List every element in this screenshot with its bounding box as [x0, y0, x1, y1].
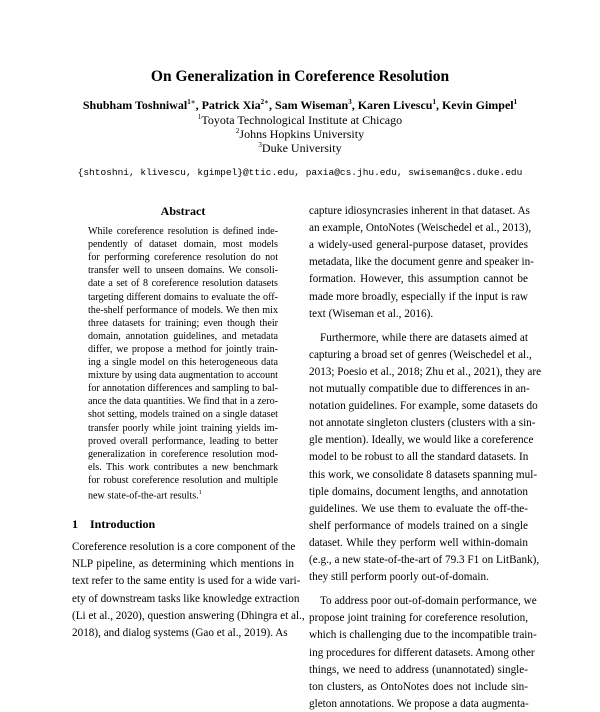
body-line: 2013; Poesio et al., 2018; Zhu et al., 2021), they are: [309, 365, 542, 378]
section-title: Introduction: [90, 517, 156, 531]
body-line: Furthermore, while there are datasets aimed at: [320, 331, 528, 344]
body-line: tiple domains, document lengths, and annotation: [309, 485, 528, 498]
abstract-line: new state-of-the-art results.$^1$: [88, 490, 202, 502]
body-line: notation guidelines. For example, some datasets do: [309, 400, 538, 413]
body-line: NLP pipeline, as determining which mentions in: [72, 558, 294, 571]
author: Karen Livescu$^1$,: [357, 98, 442, 112]
abstract-line: the-shelf performance of models. We then mix: [88, 304, 278, 316]
paper-title: On Generalization in Coreference Resolution: [150, 68, 450, 85]
body-line: gleton annotations. We propose a data augmenta-: [309, 697, 529, 710]
abstract-line: transfer well to unseen domains. We consoli-: [88, 265, 278, 277]
section-number: 1: [72, 517, 78, 531]
abstract-line: for annotation differences and sampling to bal-: [88, 383, 278, 395]
body-line: guidelines. We use them to evaluate the off-the-: [309, 502, 528, 515]
body-line: a widely-used general-purpose dataset, provides: [309, 239, 528, 252]
author-list: [0, 97, 600, 113]
footnote-mark: 1: [198, 490, 202, 496]
body-line: formation. However, this assumption cannot be: [309, 273, 528, 286]
body-line: metadata, like the document genre and speaker in-: [309, 256, 534, 269]
body-line: not mutually compatible due to differences in an-: [309, 383, 530, 395]
body-line: shelf performance of models trained on a single: [309, 519, 528, 532]
author: Sam Wiseman$^3$,: [274, 98, 358, 112]
affiliation: $^1$Toyota Technological Institute at Chicago: [197, 113, 403, 127]
body-line: propose joint training for coreference resolution,: [309, 612, 528, 625]
abstract-line: pendently of dataset domain, most models: [88, 239, 278, 251]
body-line: text (Wiseman et al., 2016).: [309, 307, 434, 320]
abstract-line: proved overall performance, leading to better: [88, 435, 278, 447]
abstract-line: transfer poorly while joint training yields im-: [88, 422, 278, 434]
author: Patrick Xia$^{2∗}$,: [201, 98, 275, 112]
body-line: they still perform poorly out-of-domain.: [309, 571, 489, 584]
section-heading: [72, 517, 155, 532]
body-line: gle mention). Ideally, we would like a coreference: [309, 434, 534, 447]
abstract-line: ing a single model on this heterogeneous data: [88, 357, 278, 368]
author: Shubham Toshniwal$^{1∗}$,: [82, 98, 202, 112]
body-line: text refer to the same entity is used for a wide vari-: [72, 575, 301, 588]
abstract-line: ance the data quantities. We find that in a zero-: [88, 396, 278, 408]
body-line: (e.g., a new state-of-the-art of 79.3 F1 on LitBank),: [309, 554, 540, 566]
body-line: this work, we consolidate 8 datasets spanning mul-: [309, 468, 538, 481]
body-line: model to be robust to all the standard datasets. In: [309, 451, 529, 464]
abstract-line: three datasets for training; even though their: [88, 317, 278, 329]
body-line: made more broadly, especially if the input is raw: [309, 290, 528, 303]
body-line: dataset. While they perform well within-domain: [309, 536, 528, 549]
author-emails: {shtoshni, klivescu, kgimpel}@ttic.edu, paxia@cs.jhu.edu, swiseman@cs.duke.edu: [77, 167, 523, 178]
body-line: capture idiosyncrasies inherent in that dataset. As: [309, 205, 530, 217]
body-line: capturing a broad set of genres (Weischedel et al.,: [309, 348, 532, 361]
body-line: ing procedures for different datasets. Among other: [309, 646, 535, 659]
body-line: not annotate singleton clusters (clusters with a sin-: [309, 417, 536, 430]
abstract-line: domain, annotation guidelines, and metadata: [88, 330, 278, 342]
abstract-line: for performing coreference resolution do not: [88, 252, 278, 264]
body-line: (Li et al., 2020), question answering (Dhingra et al.,: [72, 609, 305, 622]
body-line: Coreference resolution is a core component of the: [72, 541, 296, 553]
body-line: 2018), and dialog systems (Gao et al., 2019). As: [72, 627, 288, 639]
abstract-line: generalization in coreference resolution mod-: [88, 448, 278, 460]
affiliation: $^2$Johns Hopkins University: [235, 127, 365, 141]
abstract-line: date a set of 8 coreference resolution datasets: [88, 278, 278, 290]
body-line: To address poor out-of-domain performance, we: [320, 595, 537, 608]
abstract-line: shot setting, models trained on a single dataset: [88, 409, 278, 421]
abstract-line: for robust coreference resolution and multiple: [88, 474, 278, 486]
abstract-line: While coreference resolution is defined inde-: [88, 226, 278, 237]
body-line: ton clusters, as OntoNotes does not include sin-: [309, 680, 528, 693]
abstract-line: targeting different domains to evaluate the off-: [88, 291, 278, 303]
body-line: which is challenging due to the incompatible train-: [309, 629, 537, 642]
abstract-line: els. This work contributes a new benchmark: [88, 461, 278, 473]
abstract-heading: Abstract: [160, 204, 206, 218]
abstract-line: differ, we propose a method for jointly train-: [88, 343, 278, 355]
affiliation: $^3$Duke University: [258, 141, 342, 155]
author: Kevin Gimpel$^1$: [441, 98, 518, 112]
body-line: an example, OntoNotes (Weischedel et al., 2013),: [309, 222, 532, 235]
abstract-line: mixture by using data augmentation to account: [88, 370, 278, 382]
body-line: things, we need to address (unannotated) single-: [309, 663, 528, 676]
body-line: ety of downstream tasks like knowledge extraction: [72, 592, 300, 605]
